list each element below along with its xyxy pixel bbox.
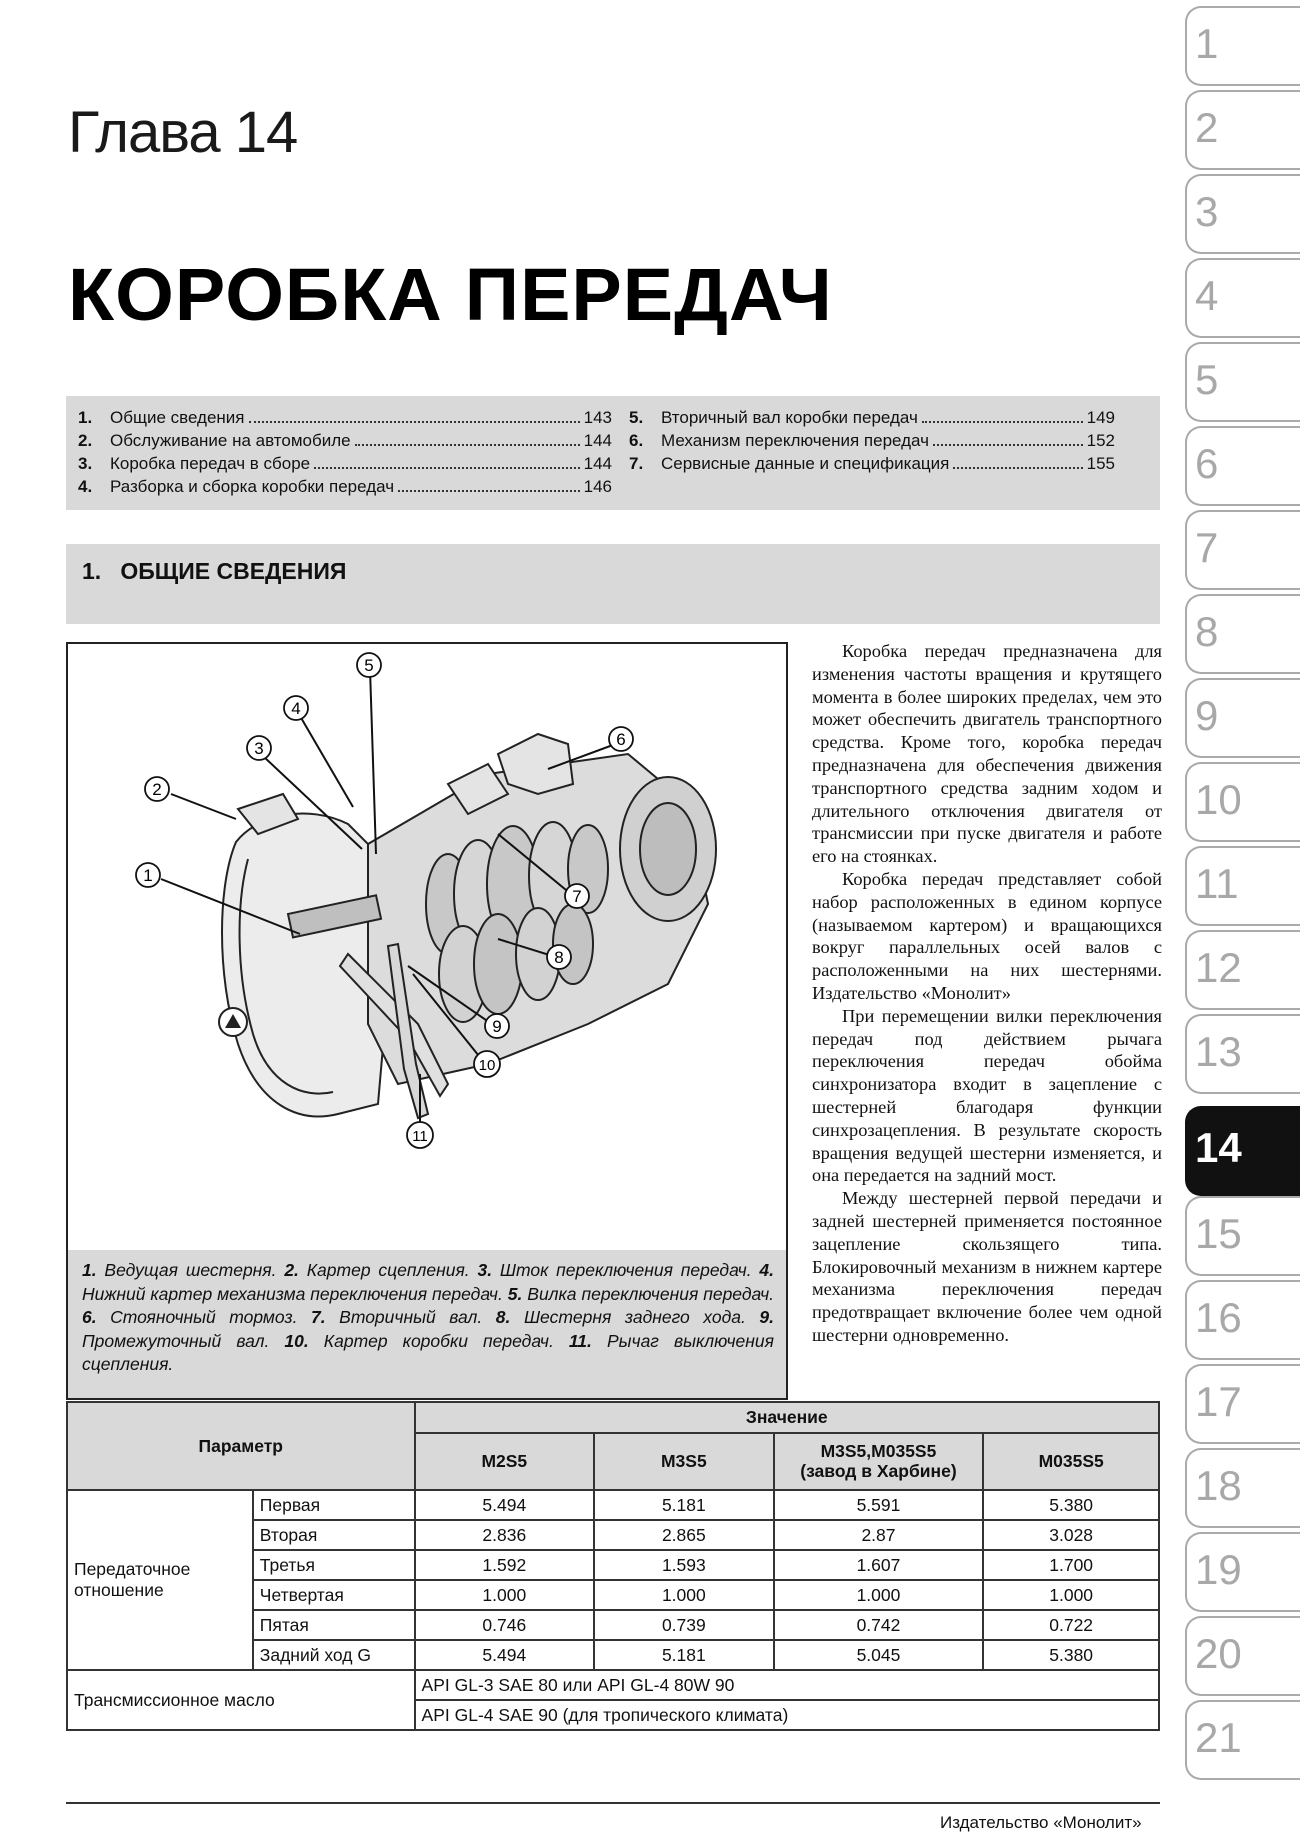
toc-item[interactable]: 5. Вторичный вал коробки передач 149 (629, 408, 1115, 427)
toc-item[interactable]: 6. Механизм переключения передач 152 (629, 431, 1115, 450)
callout-11 (407, 1122, 433, 1148)
chapter-tab[interactable]: 21 (1185, 1700, 1300, 1780)
table-row: Третья 1.592 1.593 1.607 1.700 (67, 1550, 1159, 1580)
chapter-tab[interactable]: 12 (1185, 930, 1300, 1010)
section-title: 1. ОБЩИЕ СВЕДЕНИЯ (82, 558, 347, 584)
chapter-tab[interactable]: 15 (1185, 1196, 1300, 1276)
callout-6 (609, 727, 633, 751)
chapter-tab[interactable]: 20 (1185, 1616, 1300, 1696)
footer-rule (66, 1802, 1160, 1804)
svg-text:2: 2 (152, 780, 162, 799)
chapter-tab[interactable]: 7 (1185, 510, 1300, 590)
spec-table (66, 1401, 1160, 1731)
table-row: Вторая 2.836 2.865 2.87 3.028 (67, 1520, 1159, 1550)
table-row: API GL-4 SAE 90 (для тропического климата) (67, 1700, 1159, 1730)
body-text (812, 640, 1162, 1347)
paragraph: Коробка передач предназначена для изменения частоты вращения и крутящего момента в более широких пределах, чем это может обеспечить двигатель транспортного средства. Кроме того, коробка передач предназначена для обеспечения движения транспортного средства задним ходом и длительного отключения двигателя от трансмиссии при пуске двигателя и работе его на стоянках. (812, 641, 1162, 867)
chapter-tab[interactable]: 19 (1185, 1532, 1300, 1612)
svg-text:8: 8 (554, 948, 564, 967)
callout-7 (565, 884, 589, 908)
callout-5 (357, 653, 381, 677)
model-header: M035S5 (983, 1433, 1159, 1490)
callout-10 (474, 1051, 500, 1077)
model-header: M3S5,M035S5 (завод в Харбине) (774, 1433, 984, 1490)
svg-text:4: 4 (291, 699, 301, 718)
toc-column-right (629, 406, 1115, 475)
chapter-tab[interactable]: 18 (1185, 1448, 1300, 1528)
chapter-tab[interactable]: 10 (1185, 762, 1300, 842)
callout-3 (247, 736, 271, 760)
chapter-tab-active[interactable]: 14 (1185, 1106, 1300, 1196)
table-row: Пятая 0.746 0.739 0.742 0.722 (67, 1610, 1159, 1640)
chapter-tab[interactable]: 9 (1185, 678, 1300, 758)
paragraph: При перемещении вилки переключения передач под действием рычага переключения передач обойма синхронизатора входит в зацепление с шестерней благодаря функции синхрозацепления. В результате скорость вращения ведущей шестерни изменяется, и она передается на задний мост. (812, 1005, 1162, 1186)
chapter-tab[interactable]: 6 (1185, 426, 1300, 506)
oil-label: Трансмиссионное масло (67, 1670, 415, 1730)
param-header: Параметр (67, 1402, 415, 1490)
table-row: Передаточное отношение Первая 5.494 5.181 5.591 5.380 (67, 1490, 1159, 1520)
svg-text:1: 1 (143, 866, 153, 885)
chapter-tab[interactable]: 4 (1185, 258, 1300, 338)
chapter-tab[interactable]: 13 (1185, 1014, 1300, 1094)
model-header: M3S5 (594, 1433, 774, 1490)
footer-publisher: Издательство «Монолит» (940, 1813, 1142, 1832)
value-header: Значение (415, 1402, 1159, 1433)
callout-2 (145, 777, 169, 801)
chapter-tab[interactable]: 2 (1185, 90, 1300, 170)
svg-text:7: 7 (572, 887, 582, 906)
toc-item[interactable]: 7. Сервисные данные и спецификация 155 (629, 454, 1115, 473)
toc-item[interactable]: 1. Общие сведения 143 (78, 408, 612, 427)
chapter-title: КОРОБКА ПЕРЕДАЧ (68, 253, 833, 336)
svg-text:6: 6 (616, 730, 626, 749)
chapter-tab[interactable]: 16 (1185, 1280, 1300, 1360)
gearbox-illustration (68, 644, 786, 1250)
toc-column-left (78, 406, 612, 498)
chapter-tab[interactable]: 8 (1185, 594, 1300, 674)
model-header: M2S5 (415, 1433, 595, 1490)
toc-item[interactable]: 3. Коробка передач в сборе 144 (78, 454, 612, 473)
callout-8 (547, 945, 571, 969)
svg-text:11: 11 (412, 1128, 428, 1145)
chapter-label: Глава 14 (68, 100, 298, 165)
figure-caption: 1. Ведущая шестерня. 2. Картер сцепления. 3. Шток переключения передач. 4. Нижний картер механизма переключения передач. 5. Вилка переключения передач. 6. Стояночный тормоз. 7. Вторичный вал. 8. Шестерня заднего хода. 9. Промежуточный вал. 10. Картер коробки передач. 11. Рычаг выключения сцепления. (68, 1250, 786, 1398)
table-of-contents (66, 396, 1160, 510)
table-row: Четвертая 1.000 1.000 1.000 1.000 (67, 1580, 1159, 1610)
table-row: Задний ход G 5.494 5.181 5.045 5.380 (67, 1640, 1159, 1670)
chapter-tab[interactable]: 1 (1185, 6, 1300, 86)
toc-item[interactable]: 2. Обслуживание на автомобиле 144 (78, 431, 612, 450)
paragraph: Коробка передач представляет собой набор расположенных в едином корпусе (называемом картером) и вращающихся вокруг параллельных осей валов с расположенными на них шестернями. Издательство «Монолит» (812, 868, 1162, 1003)
table-row: Трансмиссионное масло API GL-3 SAE 80 или API GL-4 80W 90 (67, 1670, 1159, 1700)
callout-4 (284, 696, 308, 720)
chapter-tab[interactable]: 11 (1185, 846, 1300, 926)
chapter-tab[interactable]: 5 (1185, 342, 1300, 422)
callout-1 (136, 863, 160, 887)
svg-text:3: 3 (254, 739, 264, 758)
group-label: Передаточное отношение (67, 1490, 253, 1670)
toc-item[interactable]: 4. Разборка и сборка коробки передач 146 (78, 477, 612, 496)
svg-text:5: 5 (364, 656, 374, 675)
svg-text:9: 9 (492, 1017, 502, 1036)
chapter-tab[interactable]: 3 (1185, 174, 1300, 254)
paragraph: Между шестерней первой передачи и задней шестерней применяется постоянное зацепление скользящего типа. Блокировочный механизм в нижнем картере механизма переключения передач предотвращает включение более чем одной шестерни одновременно. (812, 1188, 1162, 1345)
svg-text:10: 10 (478, 1057, 496, 1074)
chapter-tab[interactable]: 17 (1185, 1364, 1300, 1444)
callout-9 (485, 1014, 509, 1038)
